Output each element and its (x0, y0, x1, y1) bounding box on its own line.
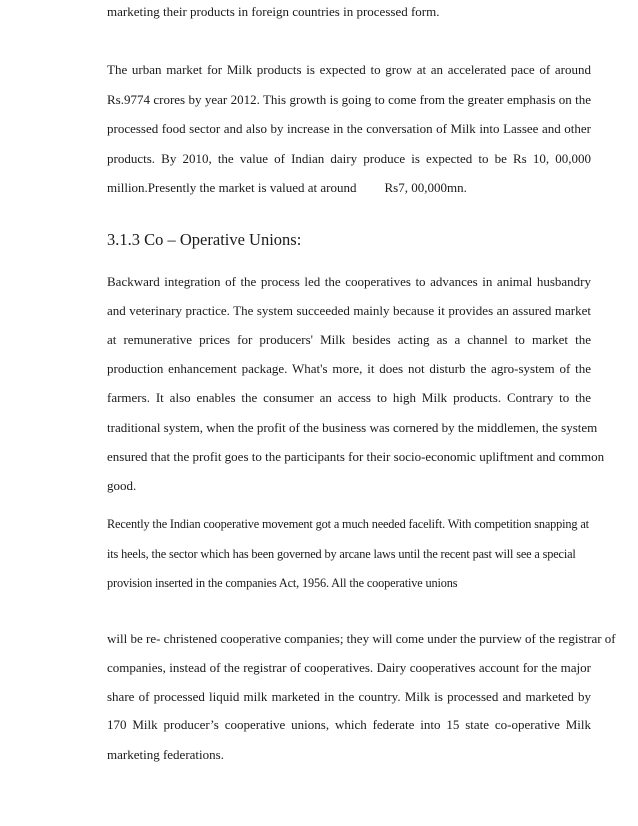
text-line: marketing their products in foreign countries in processed form. (107, 4, 440, 19)
text-line: at remunerative prices for producers' Milk besides acting as a channel to market the (107, 332, 591, 347)
text-span: Rs7, 00,000mn. (384, 180, 467, 195)
text-line (107, 180, 591, 196)
text-line: marketing federations. (107, 747, 224, 762)
text-line: products. By 2010, the value of Indian dairy produce is expected to be Rs 10, 00,000 (107, 151, 591, 166)
text-line: share of processed liquid milk marketed in the country. Milk is processed and marketed by (107, 689, 591, 704)
text-line: processed food sector and also by increase in the conversation of Milk into Lassee and other (107, 121, 591, 136)
text-line: farmers. It also enables the consumer an access to high Milk products. Contrary to the (107, 390, 591, 405)
text-line: good. (107, 478, 137, 493)
text-line: Rs.9774 crores by year 2012. This growth is going to come from the greater emphasis on the (107, 92, 591, 107)
text-span: million.Presently the market is valued at around (107, 180, 357, 195)
text-line: provision inserted in the companies Act, 1956. All the cooperative unions (107, 576, 458, 590)
text-line: 170 Milk producer’s cooperative unions, which federate into 15 state co-operative Milk (107, 717, 591, 732)
text-line: Backward integration of the process led the cooperatives to advances in animal husbandry (107, 274, 591, 289)
text-line: companies, instead of the registrar of cooperatives. Dairy cooperatives account for the major (107, 660, 591, 675)
text-line: and veterinary practice. The system succeeded mainly because it provides an assured market (107, 303, 591, 318)
text-line: its heels, the sector which has been governed by arcane laws until the recent past will see a special (107, 547, 576, 561)
text-line: Recently the Indian cooperative movement got a much needed facelift. With competition snapping at (107, 517, 589, 531)
text-line: The urban market for Milk products is expected to grow at an accelerated pace of around (107, 62, 591, 77)
section-heading: 3.1.3 Co – Operative Unions: (107, 230, 302, 249)
text-line: will be re- christened cooperative companies; they will come under the purview of the registrar of (107, 631, 616, 646)
text-line: production enhancement package. What's more, it does not disturb the agro-system of the (107, 361, 591, 376)
text-line: ensured that the profit goes to the participants for their socio-economic upliftment and common (107, 449, 605, 464)
text-line: traditional system, when the profit of the business was cornered by the middlemen, the system (107, 420, 598, 435)
